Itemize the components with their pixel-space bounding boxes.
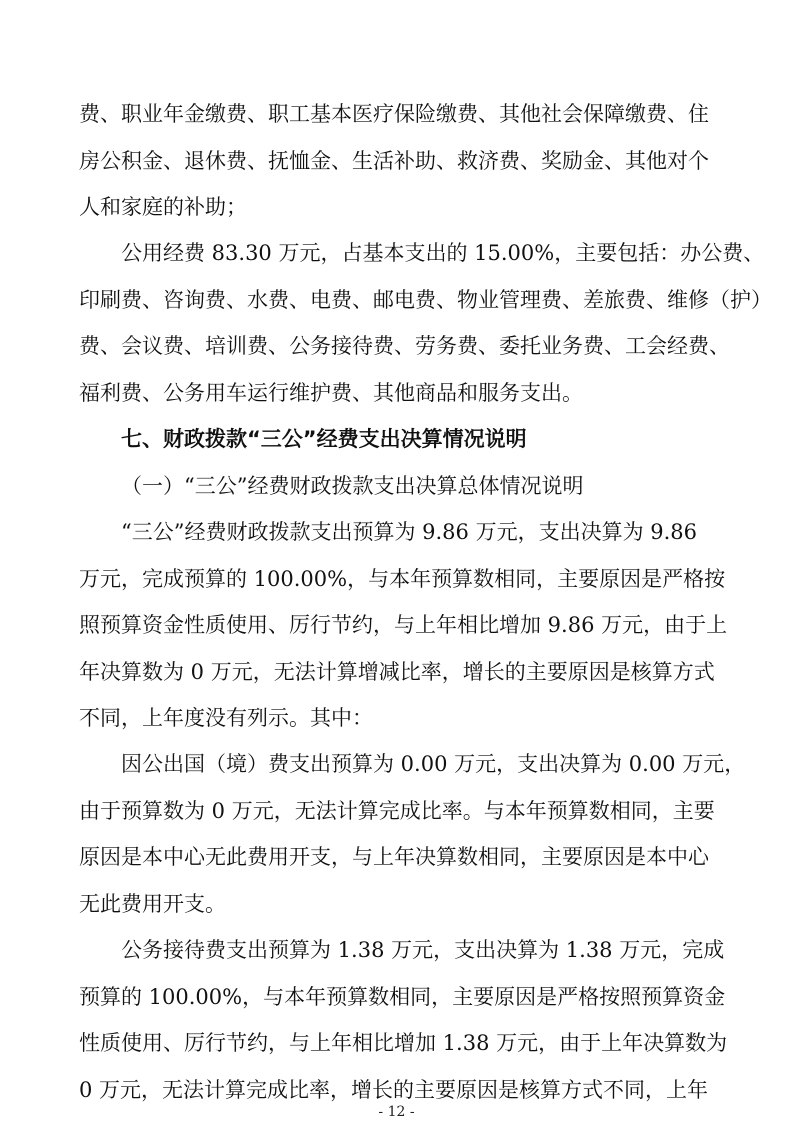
paragraph-line: 不同，上年度没有列示。其中： [79, 706, 373, 730]
paragraph-line: 福利费、公务用车运行维护费、其他商品和服务支出。 [79, 381, 583, 405]
paragraph-line: 公务接待费支出预算为 1.38 万元，支出决算为 1.38 万元，完成 [121, 938, 725, 962]
paragraph-line: 因公出国（境）费支出预算为 0.00 万元，支出决算为 0.00 万元， [121, 752, 746, 776]
paragraph-line: 性质使用、厉行节约，与上年相比增加 1.38 万元，由于上年决算数为 [79, 1031, 728, 1055]
paragraph-line: 原因是本中心无此费用开支，与上年决算数相同，主要原因是本中心 [79, 845, 709, 869]
paragraph-line: 费、职业年金缴费、职工基本医疗保险缴费、其他社会保障缴费、住 [79, 102, 709, 126]
paragraph-line: 印刷费、咨询费、水费、电费、邮电费、物业管理费、差旅费、维修（护） [79, 288, 772, 312]
paragraph-line: 万元，完成预算的 100.00%，与本年预算数相同，主要原因是严格按 [79, 567, 726, 591]
paragraph-line: 人和家庭的补助； [79, 195, 247, 219]
paragraph-line: 无此费用开支。 [79, 892, 226, 916]
paragraph-line: 由于预算数为 0 万元，无法计算完成比率。与本年预算数相同，主要 [79, 799, 715, 823]
paragraph-line: 0 万元，无法计算完成比率，增长的主要原因是核算方式不同，上年 [79, 1078, 709, 1102]
paragraph-line: 公用经费 83.30 万元，占基本支出的 15.00%，主要包括：办公费、 [121, 241, 765, 265]
paragraph-line: 照预算资金性质使用、厉行节约，与上年相比增加 9.86 万元，由于上 [79, 613, 728, 637]
paragraph-line: 费、会议费、培训费、公务接待费、劳务费、委托业务费、工会经费、 [79, 334, 730, 358]
page-number: - 12 - [378, 1104, 415, 1120]
subsection-heading: （一）“三公”经费财政拨款支出决算总体情况说明 [121, 474, 584, 498]
paragraph-line: 房公积金、退休费、抚恤金、生活补助、救济费、奖励金、其他对个 [79, 149, 709, 173]
paragraph-line: 年决算数为 0 万元，无法计算增减比率，增长的主要原因是核算方式 [79, 660, 715, 684]
paragraph-line: “三公”经费财政拨款支出预算为 9.86 万元，支出决算为 9.86 [121, 520, 698, 544]
section-heading: 七、财政拨款“三公”经费支出决算情况说明 [121, 427, 527, 451]
paragraph-line: 预算的 100.00%，与本年预算数相同，主要原因是严格按照预算资金 [79, 985, 726, 1009]
